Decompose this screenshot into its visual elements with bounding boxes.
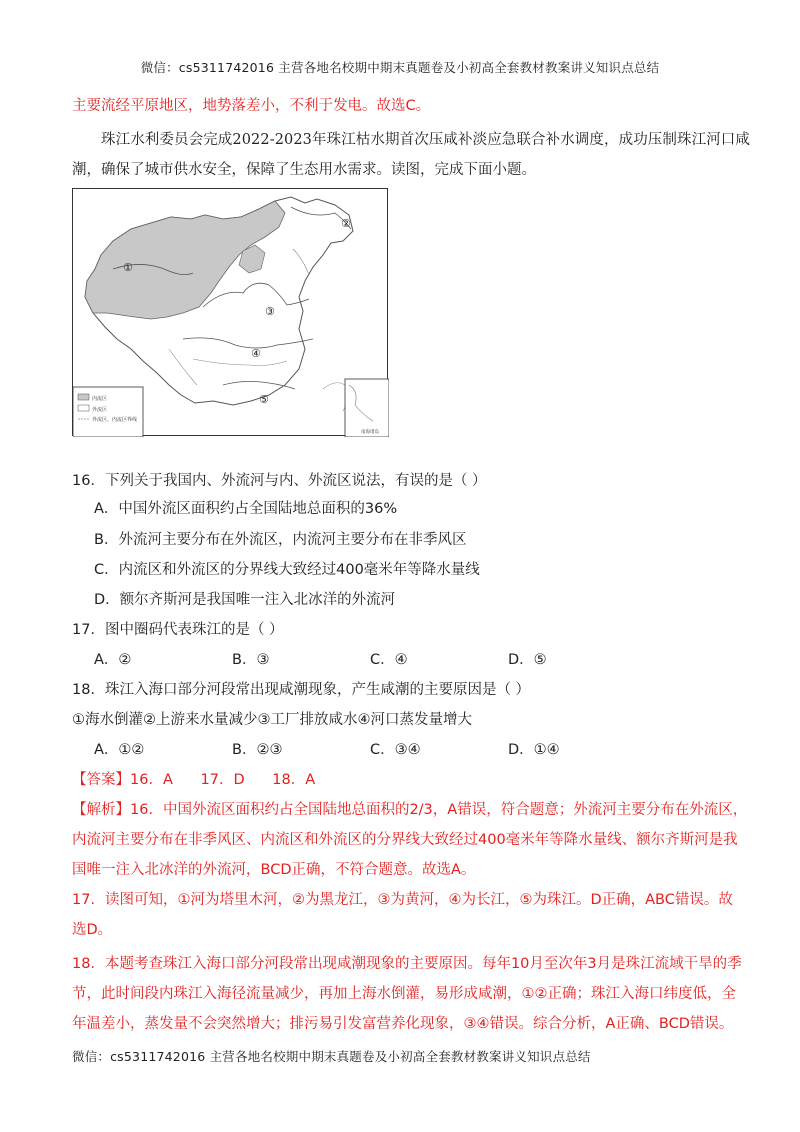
legend-inland: 内流区 xyxy=(92,396,108,402)
map-graphic xyxy=(73,189,389,437)
page-footer: 微信：cs5311742016 主营各地名校期中期末真题卷及小初高全套教材教案讲义知识点总结 xyxy=(72,1049,591,1064)
question-17-stem: 17．图中圈码代表珠江的是（ ） xyxy=(72,622,284,638)
map-label-1: ① xyxy=(123,261,133,274)
intro-line-1: 珠江水利委员会完成2022-2023年珠江枯水期首次压咸补淡应急联合补水调度，成功压制珠江河口咸 xyxy=(101,132,750,148)
analysis-16-line-2: 内流河主要分布在非季风区、内流区和外流区的分界线大致经过400毫米年等降水量线、额尔齐斯河是我 xyxy=(72,832,738,848)
question-17-option-b: B．③ xyxy=(232,652,270,668)
answer-tag: 【答案】 xyxy=(72,772,130,788)
map-label-5: ⑤ xyxy=(259,393,269,406)
previous-answer-tail: 主要流经平原地区，地势落差小，不利于发电。故选C。 xyxy=(72,98,431,114)
analysis-17-line-2: 选D。 xyxy=(72,922,113,938)
china-rivers-map xyxy=(72,188,388,436)
question-18-option-d: D．①④ xyxy=(508,742,560,758)
question-16-option-b: B．外流河主要分布在外流区，内流河主要分布在非季风区 xyxy=(94,532,467,548)
analysis-18-line-3: 年温差小，蒸发量不会突然增大；排污易引发富营养化现象，③④错误。综合分析，A正确、BCD错误。 xyxy=(72,1016,734,1032)
question-16-option-d: D．额尔齐斯河是我国唯一注入北冰洋的外流河 xyxy=(94,592,396,608)
analysis-tag: 【解析】 xyxy=(72,802,130,818)
map-legend xyxy=(73,387,143,437)
coast-fragment xyxy=(323,383,348,411)
question-16-stem: 16．下列关于我国内、外流河与内、外流区说法，有误的是（ ） xyxy=(72,473,487,489)
question-18-option-b: B．②③ xyxy=(232,742,283,758)
legend-outflow: 外流区 xyxy=(92,407,108,413)
analysis-17-line-1: 17．读图可知，①河为塔里木河，②为黑龙江，③为黄河，④为长江，⑤为珠江。D正确，ABC错误。故 xyxy=(72,892,733,908)
question-17-option-c: C．④ xyxy=(370,652,408,668)
answer-text: 16．A 17．D 18．A xyxy=(130,772,316,788)
question-18-items: ①海水倒灌②上游来水量减少③工厂排放咸水④河口蒸发量增大 xyxy=(72,712,472,728)
analysis-16-line-1 xyxy=(72,800,748,820)
analysis-18-line-2: 节，此时间段内珠江入海径流量减少，再加上海水倒灌，易形成咸潮，①②正确；珠江入海口纬度低，全 xyxy=(72,986,736,1002)
question-17-option-d: D．⑤ xyxy=(508,652,547,668)
map-label-3: ③ xyxy=(265,305,275,318)
question-17-option-a: A．② xyxy=(94,652,132,668)
page-header: 微信：cs5311742016 主营各地名校期中期末真题卷及小初高全套教材教案讲义知识点总结 xyxy=(140,60,660,75)
question-18-option-c: C．③④ xyxy=(370,742,421,758)
inset-label: 南海诸岛 xyxy=(361,430,379,435)
answer-line xyxy=(72,770,728,790)
analysis-18-line-1: 18．本题考查珠江入海口部分河段常出现咸潮现象的主要原因。每年10月至次年3月是珠江流域干旱的季 xyxy=(72,956,742,972)
question-16-option-c: C．内流区和外流区的分界线大致经过400毫米年等降水量线 xyxy=(94,562,480,578)
map-label-4: ④ xyxy=(251,347,261,360)
question-18-option-a: A．①② xyxy=(94,742,145,758)
intro-line-2: 潮，确保了城市供水安全，保障了生态用水需求。读图，完成下面小题。 xyxy=(72,162,536,178)
map-label-2: ② xyxy=(341,217,351,230)
question-18-stem: 18．珠江入海口部分河段常出现咸潮现象，产生咸潮的主要原因是（ ） xyxy=(72,682,531,698)
analysis-16-text-1: 16．中国外流区面积约占全国陆地总面积的2/3，A错误，符合题意；外流河主要分布在外流区， xyxy=(130,802,748,818)
analysis-16-line-3: 国唯一注入北冰洋的外流河，BCD正确，不符合题意。故选A。 xyxy=(72,862,476,878)
question-16-option-a: A．中国外流区面积约占全国陆地总面积的36% xyxy=(94,501,398,517)
legend-boundary: 外流区、内流区界线 xyxy=(92,417,138,423)
inset-south-china-sea xyxy=(345,379,389,437)
